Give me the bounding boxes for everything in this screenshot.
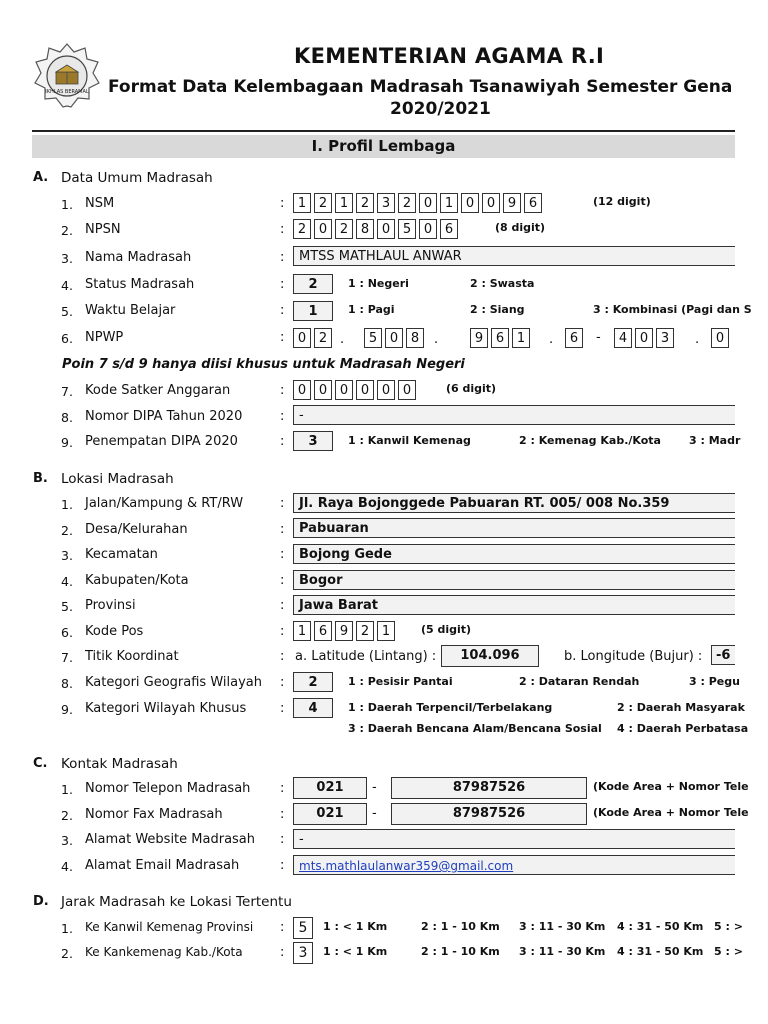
khusus-label: Kategori Wilayah Khusus (85, 701, 247, 716)
telepon-number-field[interactable]: 87987526 (391, 777, 587, 799)
header-rule (32, 130, 735, 132)
colon: : (280, 330, 285, 345)
distance-option: 4 : 31 - 50 Km (617, 945, 704, 958)
form-year: 2020/2021 (390, 99, 491, 119)
nsm-digit[interactable]: 2 (398, 193, 416, 213)
penempatan-field[interactable]: 3 (293, 431, 333, 451)
colon: : (280, 434, 285, 449)
telepon-area-field[interactable]: 021 (293, 777, 367, 799)
nsm-label: NSM (85, 196, 115, 211)
colon: : (280, 945, 285, 960)
distance-option: 3 : 11 - 30 Km (519, 945, 606, 958)
kanwil-label: Ke Kanwil Kemenag Provinsi (85, 920, 254, 934)
npwp-digit[interactable]: 4 (614, 328, 632, 348)
nsm-digit[interactable]: 0 (482, 193, 500, 213)
geografis-field[interactable]: 2 (293, 672, 333, 692)
row-number: 7. (61, 384, 73, 399)
section-d-title: Jarak Madrasah ke Lokasi Tertentu (61, 894, 292, 910)
dipa-field[interactable]: - (293, 405, 735, 425)
telepon-dash: - (372, 780, 377, 795)
kecamatan-label: Kecamatan (85, 547, 158, 562)
satker-digit[interactable]: 0 (377, 380, 395, 400)
form-title: Format Data Kelembagaan Madrasah Tsanawiyah Semester Gena (108, 77, 733, 97)
row-number: 8. (61, 410, 73, 425)
row-number: 2. (61, 946, 73, 961)
colon: : (280, 250, 285, 265)
khusus-option-2: 2 : Daerah Masyarak (617, 701, 745, 714)
kodepos-cells[interactable] (293, 621, 398, 641)
colon: : (280, 409, 285, 424)
colon: : (280, 277, 285, 292)
kodepos-digit[interactable]: 1 (293, 621, 311, 641)
npsn-digit[interactable]: 0 (377, 219, 395, 239)
ministry-title: KEMENTERIAN AGAMA R.I (294, 44, 605, 68)
khusus-field[interactable]: 4 (293, 698, 333, 718)
waktu-option-1: 1 : Pagi (348, 303, 395, 316)
status-option-1: 1 : Negeri (348, 277, 409, 290)
npwp-group-1[interactable] (293, 328, 335, 348)
distance-option: 5 : > (714, 920, 743, 933)
colon: : (280, 701, 285, 716)
satker-note: (6 digit) (446, 382, 497, 395)
waktu-label: Waktu Belajar (85, 303, 176, 318)
khusus-option-3: 3 : Daerah Bencana Alam/Bencana Sosial (348, 722, 602, 735)
distance-option: 2 : 1 - 10 Km (421, 945, 500, 958)
row-number: 6. (61, 625, 73, 640)
telepon-label: Nomor Telepon Madrasah (85, 781, 251, 796)
npwp-digit[interactable]: 3 (656, 328, 674, 348)
colon: : (280, 807, 285, 822)
row-number: 5. (61, 304, 73, 319)
website-label: Alamat Website Madrasah (85, 832, 256, 847)
npsn-digit[interactable]: 6 (440, 219, 458, 239)
svg-text:IKHLAS BERAMAL: IKHLAS BERAMAL (45, 89, 89, 95)
row-number: 1. (61, 497, 73, 512)
nama-label: Nama Madrasah (85, 250, 192, 265)
geografis-option-3: 3 : Pegu (689, 675, 740, 688)
npwp-digit[interactable]: 0 (385, 328, 403, 348)
row-number: 1. (61, 197, 73, 212)
npwp-digit[interactable]: 2 (314, 328, 332, 348)
row-number: 2. (61, 523, 73, 538)
npsn-digit[interactable]: 0 (314, 219, 332, 239)
status-label: Status Madrasah (85, 277, 195, 292)
geografis-label: Kategori Geografis Wilayah (85, 675, 262, 690)
section-a-title: Data Umum Madrasah (61, 170, 213, 186)
satker-digit[interactable]: 0 (335, 380, 353, 400)
status-field[interactable]: 2 (293, 274, 333, 294)
waktu-option-2: 2 : Siang (470, 303, 525, 316)
kodepos-digit[interactable]: 6 (314, 621, 332, 641)
kodepos-note: (5 digit) (421, 623, 472, 636)
npwp-digit[interactable]: 8 (406, 328, 424, 348)
section-d-letter: D. (33, 894, 49, 909)
row-number: 7. (61, 650, 73, 665)
row-number: 3. (61, 251, 73, 266)
penempatan-option-1: 1 : Kanwil Kemenag (348, 434, 471, 447)
row-number: 3. (61, 548, 73, 563)
row-number: 2. (61, 223, 73, 238)
dipa-label: Nomor DIPA Tahun 2020 (85, 409, 243, 424)
fax-label: Nomor Fax Madrasah (85, 807, 223, 822)
npsn-digit[interactable]: 5 (398, 219, 416, 239)
npwp-dot: . (434, 332, 439, 347)
koordinat-label: Titik Koordinat (85, 649, 179, 664)
email-link[interactable]: mts.mathlaulanwar359@gmail.com (299, 859, 514, 873)
section-c-title: Kontak Madrasah (61, 756, 178, 772)
satker-cells[interactable] (293, 380, 419, 400)
fax-note: (Kode Area + Nomor Tele (593, 806, 749, 819)
npwp-group-4[interactable] (565, 328, 586, 348)
npwp-group-2[interactable] (364, 328, 427, 348)
npwp-digit[interactable]: 1 (512, 328, 530, 348)
npwp-label: NPWP (85, 330, 124, 345)
colon: : (280, 303, 285, 318)
kabupaten-field[interactable]: Bogor (293, 570, 735, 590)
desa-label: Desa/Kelurahan (85, 522, 188, 537)
distance-option: 1 : < 1 Km (323, 945, 388, 958)
npsn-label: NPSN (85, 222, 121, 237)
provinsi-label: Provinsi (85, 598, 136, 613)
colon: : (280, 222, 285, 237)
colon: : (280, 624, 285, 639)
npwp-digit[interactable]: 9 (470, 328, 488, 348)
jalan-label: Jalan/Kampung & RT/RW (85, 496, 244, 511)
nsm-digit[interactable]: 0 (461, 193, 479, 213)
colon: : (280, 196, 285, 211)
npsn-digit[interactable]: 2 (335, 219, 353, 239)
nsm-digit[interactable]: 2 (314, 193, 332, 213)
npwp-digit[interactable]: 6 (491, 328, 509, 348)
row-number: 6. (61, 331, 73, 346)
npwp-digit[interactable]: 5 (364, 328, 382, 348)
poin-note: Poin 7 s/d 9 hanya diisi khusus untuk Madrasah Negeri (62, 357, 465, 372)
kankemenag-distance-field[interactable]: 3 (293, 942, 313, 964)
npwp-dash: - (596, 330, 601, 345)
row-number: 1. (61, 921, 73, 936)
npwp-dot: . (340, 332, 345, 347)
satker-digit[interactable]: 0 (314, 380, 332, 400)
colon: : (280, 832, 285, 847)
npwp-digit[interactable]: 0 (711, 328, 729, 348)
distance-option: 4 : 31 - 50 Km (617, 920, 704, 933)
npwp-dot: . (549, 332, 554, 347)
longitude-field[interactable]: -6 (711, 645, 735, 665)
kodepos-digit[interactable]: 9 (335, 621, 353, 641)
colon: : (280, 781, 285, 796)
penempatan-option-2: 2 : Kemenag Kab./Kota (519, 434, 661, 447)
colon: : (280, 675, 285, 690)
nsm-cells[interactable] (293, 193, 545, 213)
npsn-digit[interactable]: 0 (419, 219, 437, 239)
latitude-field[interactable]: 104.096 (441, 645, 539, 667)
row-number: 9. (61, 435, 73, 450)
npsn-digit[interactable]: 2 (293, 219, 311, 239)
row-number: 9. (61, 702, 73, 717)
geografis-option-2: 2 : Dataran Rendah (519, 675, 640, 688)
npwp-digit[interactable]: 6 (565, 328, 583, 348)
distance-option: 5 : > (714, 945, 743, 958)
jalan-field[interactable]: Jl. Raya Bojonggede Pabuaran RT. 005/ 008 No.359 (293, 493, 735, 513)
distance-option: 3 : 11 - 30 Km (519, 920, 606, 933)
khusus-option-1: 1 : Daerah Terpencil/Terbelakang (348, 701, 553, 714)
npwp-digit[interactable]: 0 (293, 328, 311, 348)
kecamatan-field[interactable]: Bojong Gede (293, 544, 735, 564)
geografis-option-1: 1 : Pesisir Pantai (348, 675, 453, 688)
telepon-note: (Kode Area + Nomor Tele (593, 780, 749, 793)
row-number: 8. (61, 676, 73, 691)
kanwil-distance-field[interactable]: 5 (293, 917, 313, 939)
distance-option: 1 : < 1 Km (323, 920, 388, 933)
colon: : (280, 858, 285, 873)
npsn-cells[interactable] (293, 219, 461, 239)
npwp-group-5[interactable] (614, 328, 677, 348)
kabupaten-label: Kabupaten/Kota (85, 573, 189, 588)
colon: : (280, 573, 285, 588)
kodepos-digit[interactable]: 1 (377, 621, 395, 641)
nsm-digit[interactable]: 9 (503, 193, 521, 213)
section-a-letter: A. (33, 170, 49, 185)
nsm-note: (12 digit) (593, 195, 651, 208)
latitude-label: a. Latitude (Lintang) : (295, 649, 437, 664)
nsm-digit[interactable]: 1 (335, 193, 353, 213)
row-number: 2. (61, 808, 73, 823)
fax-number-field[interactable]: 87987526 (391, 803, 587, 825)
colon: : (280, 598, 285, 613)
row-number: 1. (61, 782, 73, 797)
provinsi-field[interactable]: Jawa Barat (293, 595, 735, 615)
nsm-digit[interactable]: 1 (440, 193, 458, 213)
penempatan-option-3: 3 : Madr (689, 434, 741, 447)
nsm-digit[interactable]: 1 (293, 193, 311, 213)
section-c-letter: C. (33, 756, 48, 771)
nsm-digit[interactable]: 6 (524, 193, 542, 213)
khusus-option-4: 4 : Daerah Perbatasa (617, 722, 749, 735)
fax-dash: - (372, 806, 377, 821)
nsm-digit[interactable]: 2 (356, 193, 374, 213)
penempatan-label: Penempatan DIPA 2020 (85, 434, 238, 449)
row-number: 4. (61, 574, 73, 589)
waktu-option-3: 3 : Kombinasi (Pagi dan S (593, 303, 752, 316)
section-b-title: Lokasi Madrasah (61, 471, 174, 487)
distance-option: 2 : 1 - 10 Km (421, 920, 500, 933)
row-number: 3. (61, 833, 73, 848)
satker-digit[interactable]: 0 (398, 380, 416, 400)
row-number: 4. (61, 859, 73, 874)
desa-field[interactable]: Pabuaran (293, 518, 735, 538)
colon: : (280, 383, 285, 398)
colon: : (280, 547, 285, 562)
npwp-group-3[interactable] (470, 328, 533, 348)
row-number: 5. (61, 599, 73, 614)
satker-digit[interactable]: 0 (356, 380, 374, 400)
kankemenag-label: Ke Kankemenag Kab./Kota (85, 945, 243, 959)
kemenag-logo (32, 42, 102, 108)
email-field[interactable] (293, 855, 735, 875)
longitude-label: b. Longitude (Bujur) : (564, 649, 703, 664)
npsn-note: (8 digit) (495, 221, 546, 234)
section-band: I. Profil Lembaga (32, 135, 735, 158)
status-option-2: 2 : Swasta (470, 277, 535, 290)
website-field[interactable]: - (293, 829, 735, 849)
npwp-dot: . (695, 332, 700, 347)
nsm-digit[interactable]: 0 (419, 193, 437, 213)
colon: : (280, 496, 285, 511)
colon: : (280, 522, 285, 537)
waktu-field[interactable]: 1 (293, 301, 333, 321)
nsm-digit[interactable]: 3 (377, 193, 395, 213)
kodepos-digit[interactable]: 2 (356, 621, 374, 641)
npsn-digit[interactable]: 8 (356, 219, 374, 239)
npwp-group-6[interactable] (711, 328, 732, 348)
satker-digit[interactable]: 0 (293, 380, 311, 400)
kodepos-label: Kode Pos (85, 624, 144, 639)
fax-area-field[interactable]: 021 (293, 803, 367, 825)
row-number: 4. (61, 278, 73, 293)
nama-madrasah-field[interactable]: MTSS MATHLAUL ANWAR (293, 246, 735, 266)
section-b-letter: B. (33, 471, 48, 486)
satker-label: Kode Satker Anggaran (85, 383, 231, 398)
npwp-digit[interactable]: 0 (635, 328, 653, 348)
colon: : (280, 649, 285, 664)
colon: : (280, 920, 285, 935)
email-label: Alamat Email Madrasah (85, 858, 240, 873)
